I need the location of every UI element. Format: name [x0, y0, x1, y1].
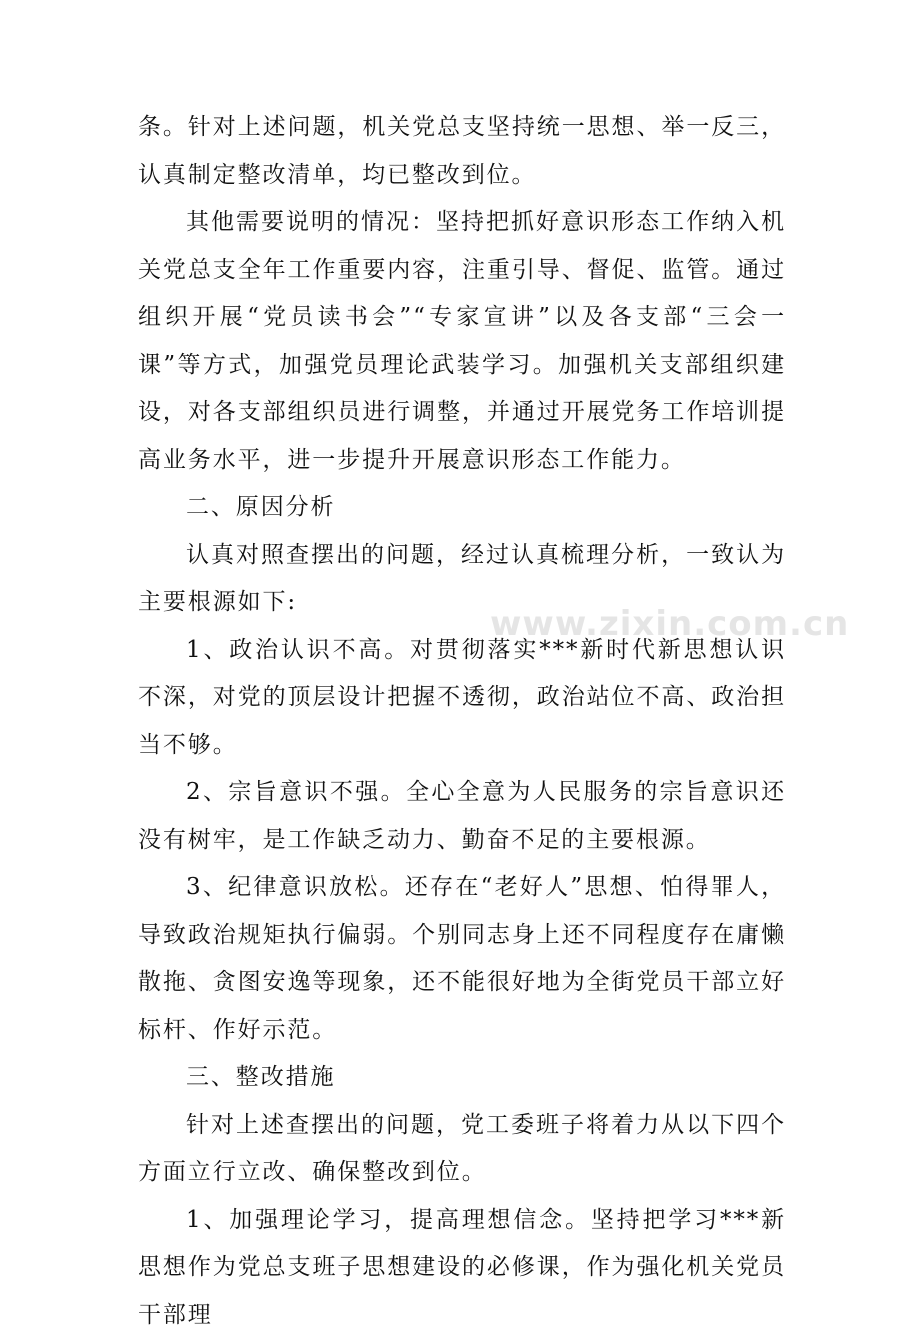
paragraph-continuation: 条。针对上述问题，机关党总支坚持统一思想、举一反三，认真制定整改清单，均已整改到位。: [138, 104, 786, 199]
paragraph-cause-intro: 认真对照查摆出的问题，经过认真梳理分析，一致认为主要根源如下:: [138, 532, 786, 627]
paragraph-measure-1: 1、加强理论学习，提高理想信念。坚持把学习***新思想作为党总支班子思想建设的必修课，作为强化机关党员干部理: [138, 1197, 786, 1339]
section-heading-cause-analysis: 二、原因分析: [138, 484, 786, 532]
section-heading-rectification: 三、整改措施: [138, 1054, 786, 1102]
paragraph-other-notes: 其他需要说明的情况：坚持把抓好意识形态工作纳入机关党总支全年工作重要内容，注重引导、督促、监管。通过组织开展“党员读书会”“专家宣讲”以及各支部“三会一课”等方式，加强党员理论武装学习。加强机关支部组织建设，对各支部组织员进行调整，并通过开展党务工作培训提高业务水平，进一步提升开展意识形态工作能力。: [138, 199, 786, 484]
paragraph-cause-2: 2、宗旨意识不强。全心全意为人民服务的宗旨意识还没有树牢，是工作缺乏动力、勤奋不足的主要根源。: [138, 769, 786, 864]
paragraph-cause-3: 3、纪律意识放松。还存在“老好人”思想、怕得罪人，导致政治规矩执行偏弱。个别同志身上还不同程度存在庸懒散拖、贪图安逸等现象，还不能很好地为全街党员干部立好标杆、作好示范。: [138, 864, 786, 1054]
document-body: [138, 104, 786, 1339]
watermark-text: www.zixin.com.cn: [490, 604, 849, 644]
paragraph-rectification-intro: 针对上述查摆出的问题，党工委班子将着力从以下四个方面立行立改、确保整改到位。: [138, 1102, 786, 1197]
paragraph-cause-1: 1、政治认识不高。对贯彻落实***新时代新思想认识不深，对党的顶层设计把握不透彻，政治站位不高、政治担当不够。: [138, 627, 786, 770]
